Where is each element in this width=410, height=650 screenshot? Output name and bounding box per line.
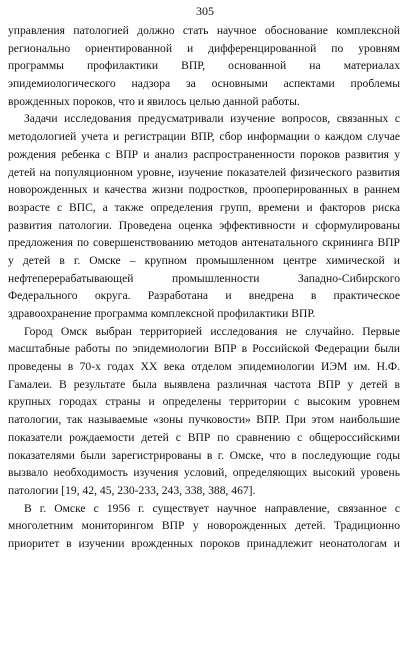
text-line: Город Омск выбран территорией исследования не случайно. Первые <box>24 324 400 338</box>
text-line: вызвало необходимость изучения условий, определяющих высокий уровень <box>8 466 400 480</box>
paragraph <box>8 500 400 553</box>
text-line: развития патологии. Проведена оценка эффективности и сформулированы <box>8 218 400 232</box>
text-line: рождения ребенка с ВПР и анализ распространенности пороков развития у <box>8 147 400 161</box>
text-line: у детей в г. Омске – крупном промышленном центре химической и <box>8 253 400 267</box>
text-line: показатели рождаемости детей с ВПР по сравнению с общероссийскими <box>8 430 400 444</box>
text-line: врожденных пороков, что и явилось целью данной работы. <box>8 94 300 108</box>
text-line: детей на популяционном уровне, изучение показателей физического развития <box>8 165 400 179</box>
text-line: эпидемиологического надзора за основными аспектами проблемы <box>8 77 400 91</box>
text-line: патологии, так называемые «зоны пучковости» ВПР. При этом наибольшие <box>8 413 400 427</box>
text-line: управления патологией должно стать научное обоснование комплексной <box>8 24 400 37</box>
text-line: возрасте с ВПС, а также определения групп, времени и факторов риска <box>8 200 400 214</box>
page-number: 305 <box>196 4 214 18</box>
text-line: предложения по совершенствованию методов антенатального скрининга ВПР <box>8 236 400 250</box>
text-line: Федерального округа. Разработана и внедрена в практическое <box>8 289 400 303</box>
text-line: Задачи исследования предусматривали изучение вопросов, связанных с <box>24 112 400 126</box>
text-line: новорожденных и качества жизни подростков, прооперированных в раннем <box>8 183 400 197</box>
text-line: программы профилактики ВПР, основанной на материалах <box>8 59 400 73</box>
paragraph <box>8 110 400 322</box>
text-line: масштабные работы по эпидемиологии ВПР в Российской Федерации были <box>8 342 400 356</box>
text-line: методологией учета и регистрации ВПР, сбор информации о каждом случае <box>8 130 400 144</box>
paragraph <box>8 22 400 110</box>
body-text <box>8 22 400 553</box>
text-line: нефтеперерабатывающей промышленности Западно-Сибирского <box>8 271 400 285</box>
text-line: показателями были зарегистрированы в г. Омске, что в последующие годы <box>8 448 400 462</box>
text-line: крупных городах страны и определены территории с высоким уровнем <box>8 395 400 409</box>
text-line: проведены в 70-х годах XX века отделом эпидемиологии ИЭМ им. Н.Ф. <box>8 360 400 374</box>
text-line: здравоохранение программа комплексной профилактики ВПР. <box>8 307 316 320</box>
text-line: многолетним мониторингом ВПР у новорожденных детей. Традиционно <box>8 519 400 533</box>
text-line: патологии [19, 42, 45, 230-233, 243, 338, 388, 467]. <box>8 483 256 497</box>
text-line: регионально ориентированной и дифференцированной по уровням <box>8 41 400 55</box>
paragraph <box>8 323 400 500</box>
text-line: Гамалеи. В результате была выявлена различная частота ВПР у детей в <box>8 377 400 391</box>
text-line: В г. Омске с 1956 г. существует научное направление, связанное с <box>24 501 400 515</box>
text-line: приоритет в изучении врожденных пороков принадлежит неонатологам и <box>8 536 400 550</box>
